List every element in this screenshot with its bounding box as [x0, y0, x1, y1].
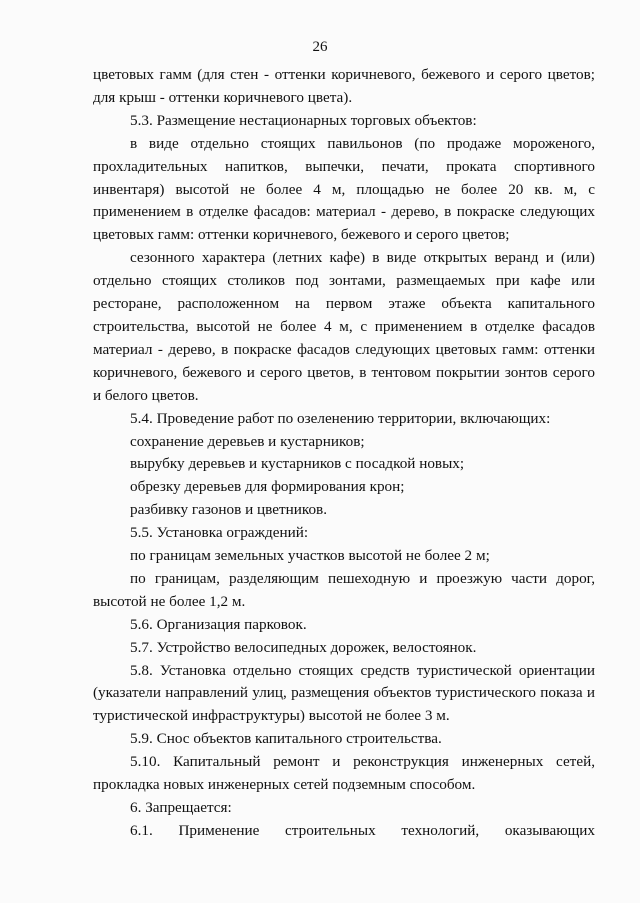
paragraph-6-heading: 6. Запрещается:	[130, 799, 232, 816]
paragraph-road-boundaries: по границам, разделяющим пешеходную и проезжую части дорог, высотой не более 1,2 м.	[93, 569, 595, 610]
paragraph-5-8: 5.8. Установка отдельно стоящих средств туристической ориентации (указатели направлений улиц, размещения объектов туристического показа и туристической инфраструктуры) высотой не более 3 м.	[93, 661, 595, 725]
paragraph-land-boundaries: по границам земельных участков высотой не более 2 м;	[130, 547, 490, 565]
page-number: 26	[312, 39, 328, 55]
paragraph-preserve-trees: сохранение деревьев и кустарников;	[130, 432, 365, 450]
paragraph-tree-felling: вырубку деревьев и кустарников с посадкой новых;	[130, 455, 465, 473]
paragraph-lawns: разбивку газонов и цветников.	[130, 501, 328, 519]
paragraph-colors-continued: цветовых гамм (для стен - оттенки коричневого, бежевого и серого цветов; для крыш - оттенки коричневого цвета).	[93, 66, 595, 106]
paragraph-5-10: 5.10. Капитальный ремонт и реконструкция инженерных сетей, прокладка новых инженерных сетей подземным способом.	[93, 753, 595, 794]
paragraph-5-7: 5.7. Устройство велосипедных дорожек, велостоянок.	[130, 638, 477, 656]
paragraph-5-6: 5.6. Организация парковок.	[130, 615, 307, 633]
document-body	[93, 64, 595, 843]
paragraph-5-3-heading: 5.3. Размещение нестационарных торговых объектов:	[130, 111, 477, 129]
paragraph-seasonal-cafes: сезонного характера (летних кафе) в виде открытых веранд и (или) отдельно стоящих столиков под зонтами, размещаемых при кафе или ресторане, расположенном на первом этаже объекта капитального строительства, высотой не более 4 м, с применением в отделке фасадов материал - дерево, в покраске фасадов следующих цветовых гамм: оттенки коричневого, бежевого и серого цветов, в тентовом покрытии зонтов серого и белого цветов.	[93, 249, 595, 404]
paragraph-5-9: 5.9. Снос объектов капитального строительства.	[130, 730, 442, 748]
paragraph-tree-pruning: обрезку деревьев для формирования крон;	[130, 478, 405, 496]
paragraph-6-1: 6.1. Применение строительных технологий, оказывающих	[130, 821, 595, 839]
paragraph-5-4-heading: 5.4. Проведение работ по озеленению территории, включающих:	[130, 409, 551, 427]
paragraph-pavilions: в виде отдельно стоящих павильонов (по продаже мороженого, прохладительных напитков, выпечки, печати, проката спортивного инвентаря) высотой не более 4 м, площадью не более 20 кв. м, с применением в отделке фасадов: материал - дерево, в покраске следующих цветовых гамм: оттенки коричневого, бежевого и серого цветов;	[93, 134, 595, 244]
paragraph-5-5-heading: 5.5. Установка ограждений:	[130, 524, 309, 542]
